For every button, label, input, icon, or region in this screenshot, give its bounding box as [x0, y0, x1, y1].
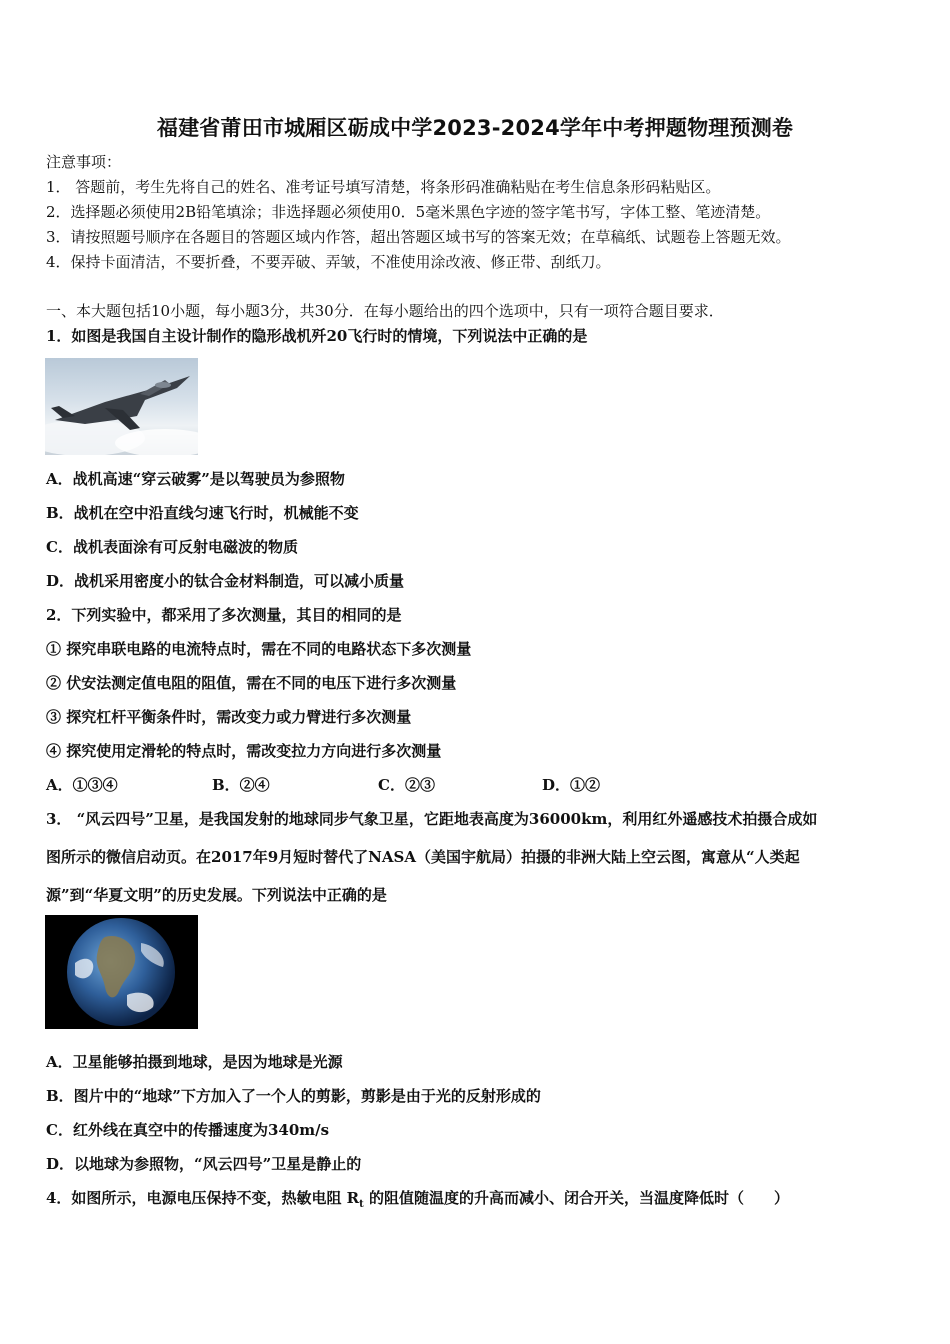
section-heading: 一、本大题包括10小题，每小题3分，共30分．在每小题给出的四个选项中，只有一项符合题目要求． — [46, 302, 724, 320]
earth-image — [45, 915, 198, 1029]
question-4-stem — [46, 1188, 789, 1215]
question-4-stem-end: 的阻值随温度的升高而减小、闭合开关，当温度降低时（ ） — [363, 1189, 789, 1207]
question-3-option-d: D．以地球为参照物，“风云四号”卫星是静止的 — [46, 1155, 362, 1173]
notice-item: 2．选择题必须使用2B铅笔填涂；非选择题必须使用0．5毫米黑色字迹的签字笔书写，字体工整、笔迹清楚。 — [46, 203, 771, 221]
notice-heading: 注意事项： — [46, 153, 122, 171]
question-1-option-c: C．战机表面涂有可反射电磁波的物质 — [46, 538, 298, 556]
exam-title: 福建省莆田市城厢区砺成中学2023-2024学年中考押题物理预测卷 — [156, 116, 794, 140]
question-3-option-c: C．红外线在真空中的传播速度为340m/s — [46, 1121, 330, 1139]
question-2-item: ④ 探究使用定滑轮的特点时，需改变拉力方向进行多次测量 — [46, 742, 442, 760]
question-3-stem-line: 源”到“华夏文明”的历史发展。下列说法中正确的是 — [46, 886, 387, 904]
question-3-option-a: A．卫星能够拍摄到地球，是因为地球是光源 — [46, 1053, 343, 1071]
resistor-subscript: t — [359, 1199, 364, 1210]
question-2-item: ② 伏安法测定值电阻的阻值，需在不同的电压下进行多次测量 — [46, 674, 457, 692]
notice-item: 3．请按照题号顺序在各题目的答题区域内作答，超出答题区域书写的答案无效；在草稿纸、试题卷上答题无效。 — [46, 228, 791, 246]
fighter-jet-image — [45, 358, 198, 455]
notice-item: 1． 答题前，考生先将自己的姓名、准考证号填写清楚，将条形码准确粘贴在考生信息条形码粘贴区。 — [46, 178, 721, 196]
question-2-stem: 2．下列实验中，都采用了多次测量，其目的相同的是 — [46, 606, 402, 624]
question-1-option-d: D．战机采用密度小的钛合金材料制造，可以减小质量 — [46, 572, 405, 590]
question-1-stem: 1．如图是我国自主设计制作的隐形战机歼20飞行时的情境，下列说法中正确的是 — [46, 327, 588, 345]
question-3-option-b: B．图片中的“地球”下方加入了一个人的剪影，剪影是由于光的反射形成的 — [46, 1087, 541, 1105]
notice-item: 4．保持卡面清洁，不要折叠，不要弄破、弄皱，不准使用涂改液、修正带、刮纸刀。 — [46, 253, 611, 271]
question-2-option-c: C．②③ — [378, 776, 435, 794]
question-1-option-b: B．战机在空中沿直线匀速飞行时，机械能不变 — [46, 504, 359, 522]
question-2-item: ① 探究串联电路的电流特点时，需在不同的电路状态下多次测量 — [46, 640, 472, 658]
question-3-stem-line: 图所示的微信启动页。在2017年9月短时替代了NASA（美国宇航局）拍摄的非洲大陆上空云图，寓意从“人类起 — [46, 848, 800, 866]
question-3-stem-line: 3． “风云四号”卫星，是我国发射的地球同步气象卫星，它距地表高度为36000km，利用红外遥感技术拍摄合成如 — [46, 810, 818, 828]
question-1-option-a: A．战机高速“穿云破雾”是以驾驶员为参照物 — [46, 470, 345, 488]
question-2-item: ③ 探究杠杆平衡条件时，需改变力或力臂进行多次测量 — [46, 708, 412, 726]
question-2-option-a: A．①③④ — [46, 776, 118, 794]
question-2-option-b: B．②④ — [212, 776, 270, 794]
question-2-option-d: D．①② — [542, 776, 601, 794]
question-4-stem-start: 4．如图所示，电源电压保持不变，热敏电阻 R — [46, 1189, 360, 1207]
